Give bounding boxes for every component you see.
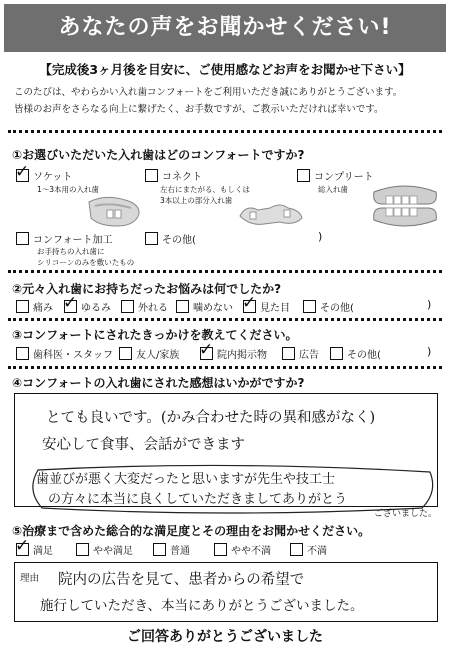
checkbox-comfort-processing[interactable]	[16, 232, 29, 245]
dotted-divider	[8, 366, 442, 369]
intro-line-2: 皆様のお声をさらなる向上に繋げたく、お手数ですが、ご教示いただければ幸いです。	[14, 104, 384, 115]
impression-line-4: の方々に本当に良くしていただきましてありがとう	[48, 492, 348, 507]
checkbox-advertisement[interactable]	[282, 347, 295, 360]
page-title: あなたの声をお聞かせください!	[58, 15, 392, 40]
question-2-title: ②元々入れ歯にお持ちだったお悩みは何でしたか?	[12, 282, 282, 296]
option-complete-sub: 総入れ歯	[318, 185, 348, 194]
checkmark-socket: ✓	[15, 162, 30, 182]
option-dentist-staff-label: 歯科医・スタッフ	[33, 350, 113, 361]
header-banner	[4, 4, 446, 52]
checkbox-dentist-staff[interactable]	[16, 347, 29, 360]
checkmark-satisfied: ✓	[15, 536, 30, 556]
intro-text	[14, 84, 442, 118]
q1-other-paren: )	[318, 230, 323, 243]
option-processing-sub-1: お手持ちの入れ歯に	[37, 247, 105, 256]
option-complete-label: コンプリート	[314, 172, 374, 183]
option-socket-sub: 1〜3本用の入れ歯	[37, 185, 100, 194]
checkbox-cannot-chew[interactable]	[176, 300, 189, 313]
impression-line-5: ございました。	[374, 509, 438, 519]
option-connect-label: コネクト	[162, 172, 202, 183]
checkbox-friend-family[interactable]	[119, 347, 132, 360]
option-advertisement-label: 広告	[299, 350, 319, 361]
connect-denture-image	[236, 196, 306, 230]
impression-line-1: とても良いです。(かみ合わせた時の異和感がなく)	[46, 410, 376, 426]
checkmark-poster: ✓	[199, 340, 214, 360]
dotted-divider	[8, 270, 442, 273]
option-q2-other-label: その他(	[320, 303, 354, 314]
option-unsatisfied-label: 不満	[307, 546, 327, 557]
checkbox-somewhat-unsatisfied[interactable]	[214, 543, 227, 556]
option-q1-other-label: その他(	[162, 235, 196, 246]
checkbox-q3-other[interactable]	[330, 347, 343, 360]
option-appearance-label: 見た目	[260, 303, 290, 314]
subtitle: 【完成後3ヶ月後を目安に、ご使用感などお声をお聞かせ下さい】	[39, 62, 411, 77]
checkbox-complete[interactable]	[297, 169, 310, 182]
checkbox-connect[interactable]	[145, 169, 158, 182]
impression-line-2: 安心して食事、会話ができます	[42, 437, 245, 453]
reason-label: 理由	[20, 573, 40, 584]
option-pain-label: 痛み	[33, 303, 53, 314]
option-somewhat-unsatisfied-label: やや不満	[231, 546, 271, 557]
option-processing-sub-2: シリコーンのみを敷いたもの	[37, 258, 135, 267]
question-3-title: ③コンフォートにされたきっかけを教えてください。	[12, 328, 298, 342]
socket-denture-image	[85, 192, 143, 230]
question-4-title: ④コンフォートの入れ歯にされた感想はいかがですか?	[12, 376, 305, 390]
checkbox-falls-out[interactable]	[121, 300, 134, 313]
checkbox-q2-other[interactable]	[303, 300, 316, 313]
option-friend-family-label: 友人/家族	[136, 350, 180, 361]
option-socket-label: ソケット	[33, 172, 73, 183]
intro-line-1: このたびは、やわらかい入れ歯コンフォートをご利用いただき誠にありがとうございます。	[14, 87, 403, 98]
checkbox-somewhat-satisfied[interactable]	[76, 543, 89, 556]
checkbox-unsatisfied[interactable]	[290, 543, 303, 556]
checkmark-loose: ✓	[63, 293, 78, 313]
impression-line-3: 歯並びが悪く大変だったと思いますが先生や技工士	[36, 472, 336, 487]
option-normal-label: 普通	[170, 546, 190, 557]
reason-line-2: 施行していただき、本当にありがとうございました。	[40, 598, 364, 614]
dotted-divider	[8, 130, 442, 133]
option-connect-sub-2: 3本以上の部分入れ歯	[160, 196, 233, 205]
option-falls-out-label: 外れる	[138, 303, 168, 314]
checkbox-pain[interactable]	[16, 300, 29, 313]
question-5-title: ⑤治療まで含めた総合的な満足度とその理由をお聞かせください。	[12, 524, 371, 538]
reason-line-1: 院内の広告を見て、患者からの希望で	[58, 572, 305, 588]
thank-you-footer: ご回答ありがとうございました	[127, 629, 323, 645]
option-comfort-processing-label: コンフォート加工	[33, 235, 113, 246]
option-cannot-chew-label: 噛めない	[193, 303, 233, 314]
q2-other-paren: )	[427, 298, 432, 311]
checkbox-q1-other[interactable]	[145, 232, 158, 245]
option-in-clinic-poster-label: 院内掲示物	[217, 350, 267, 361]
option-connect-sub-1: 左右にまたがる、もしくは	[160, 185, 250, 194]
dotted-divider	[8, 318, 442, 321]
option-satisfied-label: 満足	[33, 546, 53, 557]
complete-denture-image	[368, 182, 442, 230]
checkmark-appearance: ✓	[242, 293, 257, 313]
option-somewhat-satisfied-label: やや満足	[93, 546, 133, 557]
option-loose-label: ゆるみ	[81, 303, 111, 314]
option-q3-other-label: その他(	[347, 350, 381, 361]
checkbox-normal[interactable]	[153, 543, 166, 556]
q3-other-paren: )	[427, 345, 432, 358]
question-1-title: ①お選びいただいた入れ歯はどのコンフォートですか?	[12, 148, 305, 162]
